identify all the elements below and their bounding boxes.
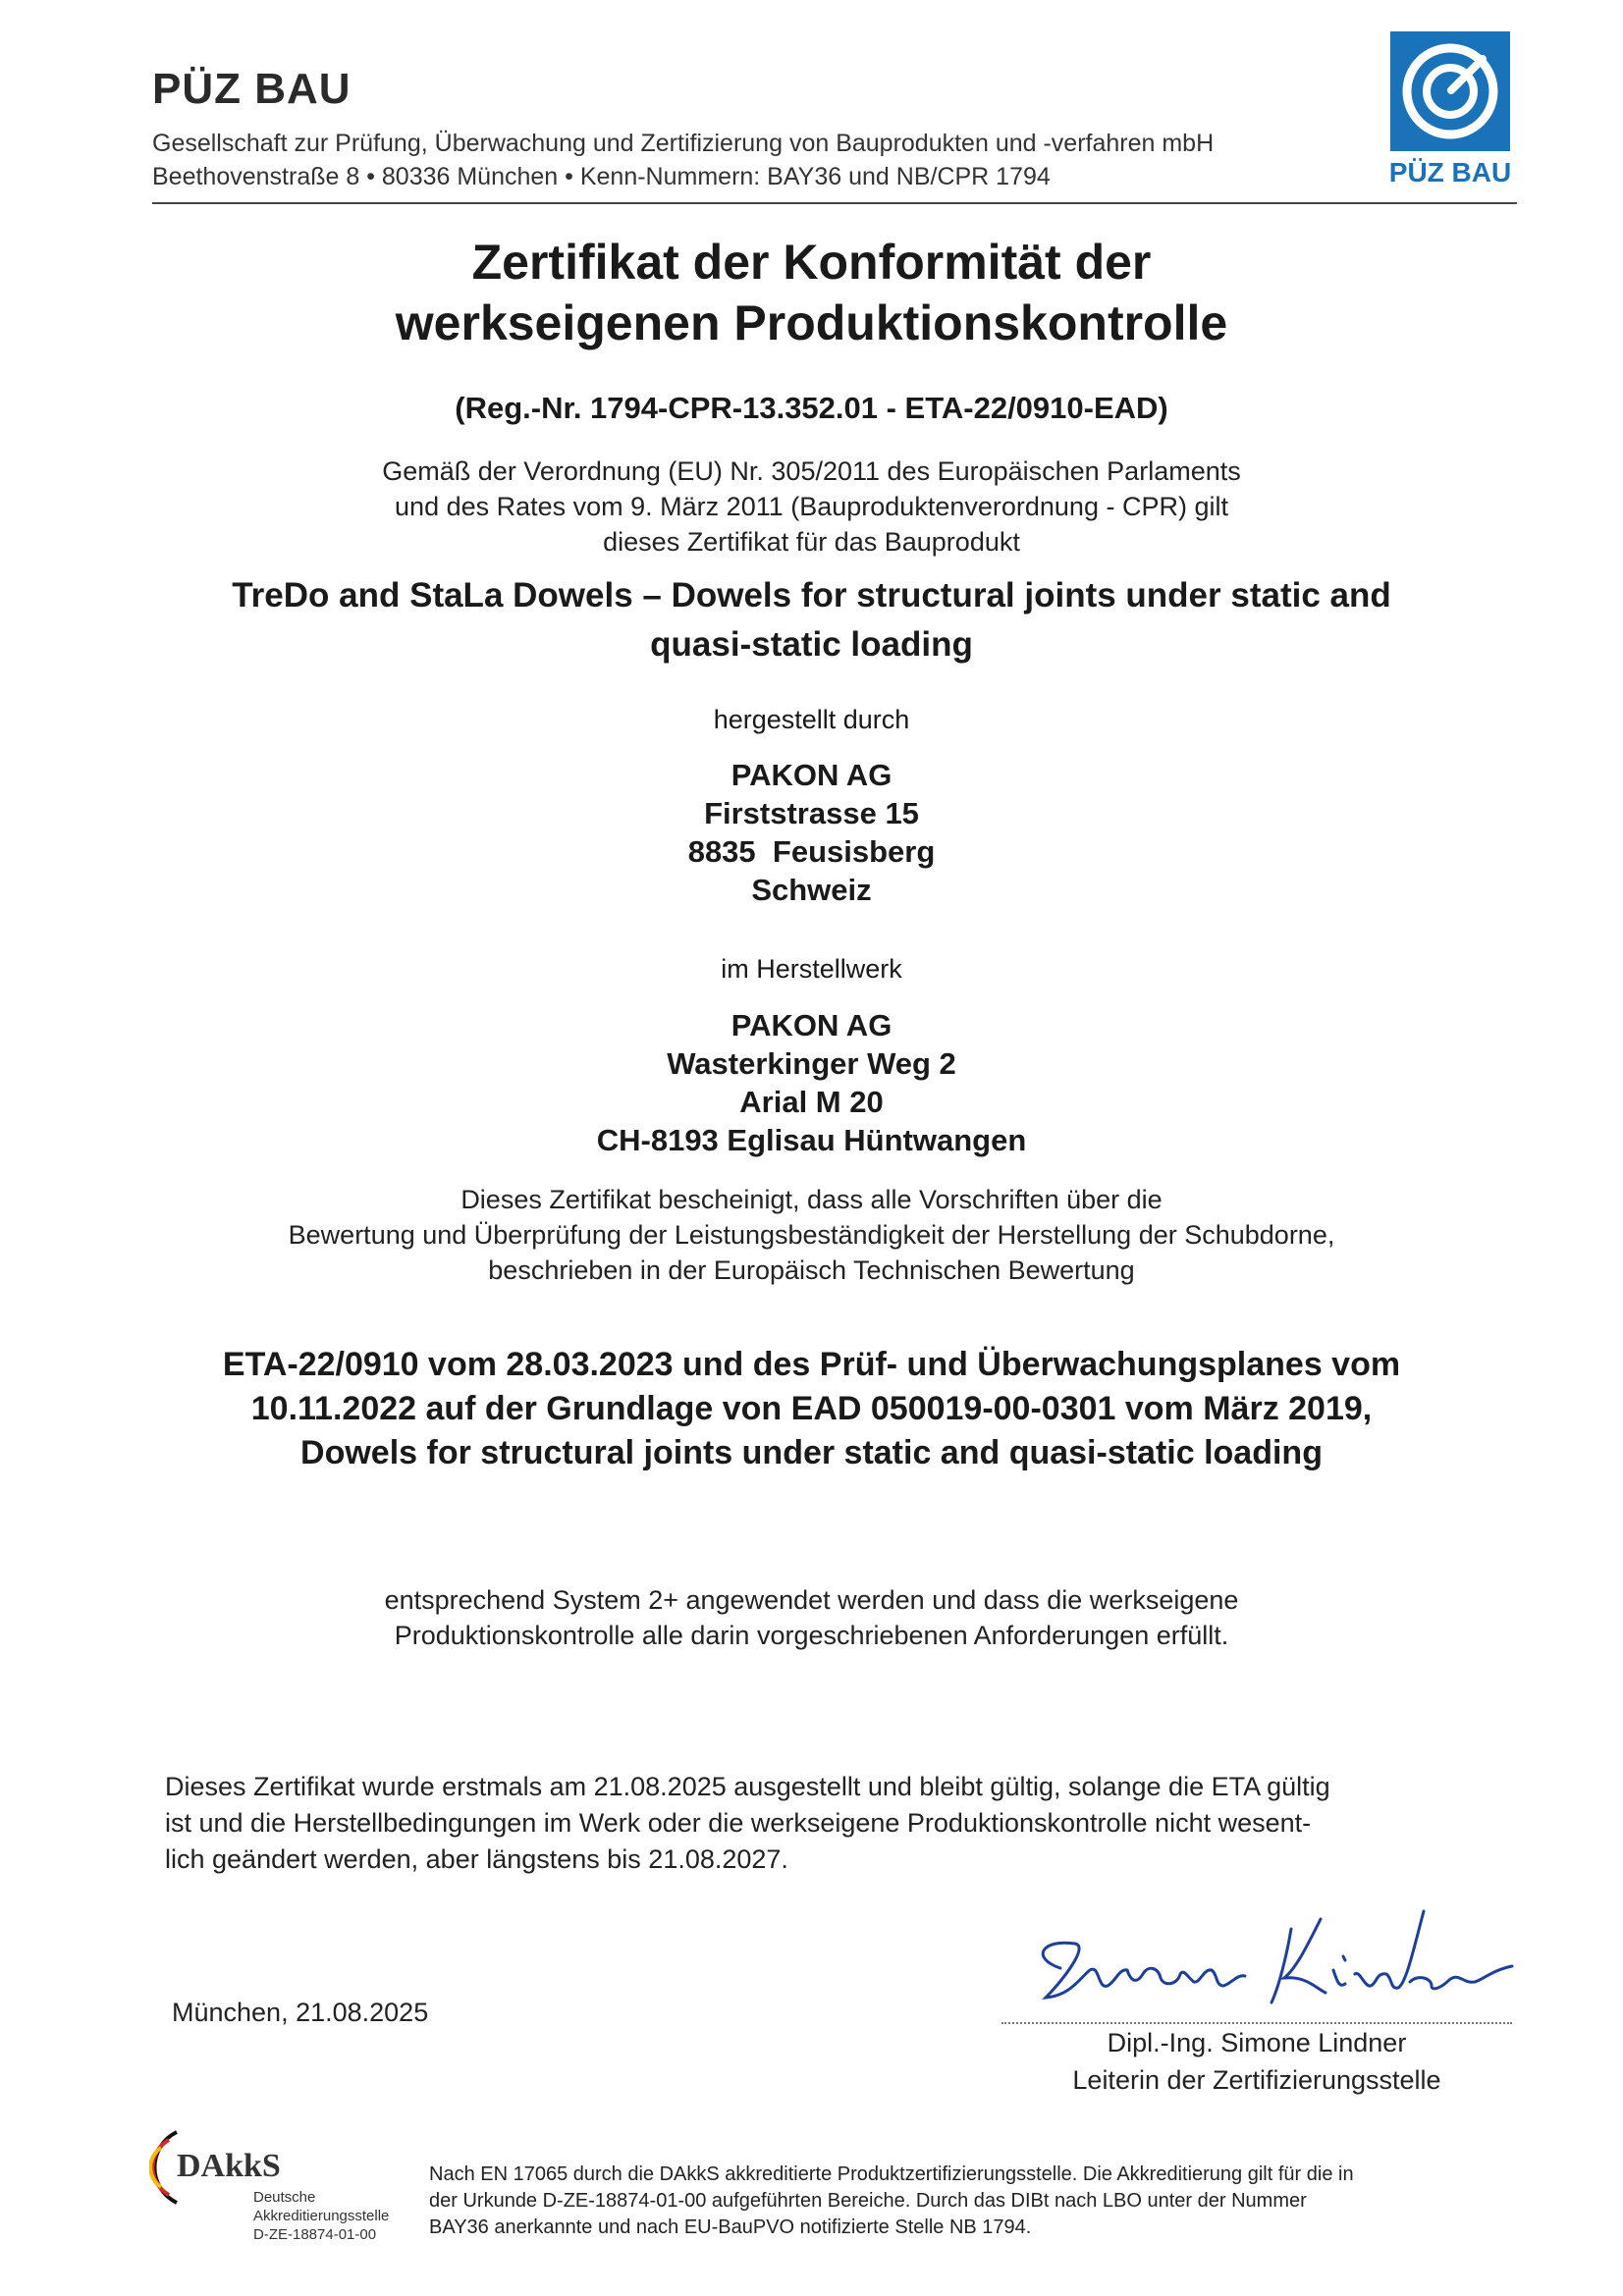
signature-line xyxy=(1001,2022,1512,2025)
address-line: Firststrasse 15 xyxy=(704,796,919,830)
attestation-line: Dieses Zertifikat bescheinigt, dass alle Vorschriften über die xyxy=(460,1185,1163,1214)
accreditation-line: der Urkunde D-ZE-18874-01-00 aufgeführten Bereiche. Durch das DIBt nach LBO unter der Nummer xyxy=(429,2190,1307,2212)
plant-address xyxy=(0,1006,1623,1159)
dakks-registration: D-ZE-18874-01-00 xyxy=(253,2226,377,2243)
basis-line: ETA-22/0910 vom 28.03.2023 und des Prüf- und Überwachungsplanes vom xyxy=(222,1346,1401,1383)
puez-bau-logo xyxy=(1386,29,1514,191)
product-line: quasi-static loading xyxy=(650,625,973,664)
certificate-title-line-1: Zertifikat der Konformität der xyxy=(471,235,1152,290)
accreditation-line: Nach EN 17065 durch die DAkkS akkreditierte Produktzertifizierungsstelle. Die Akkreditierung gilt für die in xyxy=(429,2163,1354,2185)
registration-number: (Reg.-Nr. 1794-CPR-13.352.01 - ETA-22/0910-EAD) xyxy=(455,391,1168,425)
signature-last-name xyxy=(1271,1911,1512,2002)
system-statement xyxy=(0,1582,1623,1653)
address-line: PAKON AG xyxy=(730,758,893,792)
basis-line: 10.11.2022 auf der Grundlage von EAD 050019-00-0301 vom März 2019, xyxy=(250,1390,1373,1427)
logo-caption: PÜZ BAU xyxy=(1388,157,1512,187)
address-line: Schweiz xyxy=(751,873,872,907)
dakks-name: DAkkS xyxy=(177,2148,281,2184)
product-name xyxy=(0,571,1623,669)
attestation-text xyxy=(0,1182,1623,1288)
signer-name: Dipl.-Ing. Simone Lindner xyxy=(1107,2028,1407,2057)
issuer-address: Beethovenstraße 8 • 80336 München • Kenn-Nummern: BAY36 und NB/CPR 1794 xyxy=(152,163,1051,190)
product-line: TreDo and StaLa Dowels – Dowels for structural joints under static and xyxy=(232,576,1391,614)
accreditation-note xyxy=(429,2162,1489,2241)
address-line: Arial M 20 xyxy=(739,1085,884,1119)
handwritten-signature xyxy=(1021,1899,1551,2022)
issuer-description: Gesellschaft zur Prüfung, Überwachung und Zertifizierung von Bauprodukten und -verfahren mbH xyxy=(152,130,1215,157)
attestation-line: Bewertung und Überprüfung der Leistungsbeständigkeit der Herstellung der Schubdorne, xyxy=(288,1220,1335,1250)
header-divider xyxy=(152,202,1517,204)
system-line: entsprechend System 2+ angewendet werden und dass die werkseigene xyxy=(384,1585,1239,1615)
signature-first-name xyxy=(1043,1943,1245,1998)
regulation-intro xyxy=(0,454,1623,560)
dakks-subtitle: Deutsche xyxy=(253,2189,316,2206)
intro-line: dieses Zertifikat für das Bauprodukt xyxy=(603,527,1020,557)
address-line: CH-8193 Eglisau Hüntwangen xyxy=(596,1123,1027,1157)
validity-line: ist und die Herstellbedingungen im Werk oder die werkseigene Produktionskontrolle nicht wesent- xyxy=(165,1808,1312,1838)
accreditation-line: BAY36 anerkannte und nach EU-BauPVO notifizierte Stelle NB 1794. xyxy=(429,2216,1032,2238)
signer-role: Leiterin der Zertifizierungsstelle xyxy=(1072,2065,1441,2095)
address-line: 8835 Feusisberg xyxy=(687,834,936,869)
validity-line: lich geändert werden, aber längstens bis 21.08.2027. xyxy=(165,1844,788,1874)
intro-line: Gemäß der Verordnung (EU) Nr. 305/2011 des Europäischen Parlaments xyxy=(382,456,1241,486)
intro-line: und des Rates vom 9. März 2011 (Bauproduktenverordnung - CPR) gilt xyxy=(395,492,1228,521)
attestation-line: beschrieben in der Europäisch Technischen Bewertung xyxy=(488,1255,1135,1285)
issuer-brand: PÜZ BAU xyxy=(152,65,352,113)
manufacturer-label: hergestellt durch xyxy=(713,705,910,734)
system-line: Produktionskontrolle alle darin vorgeschriebenen Anforderungen erfüllt. xyxy=(394,1621,1229,1650)
basis-line: Dowels for structural joints under static and quasi-static loading xyxy=(300,1434,1323,1471)
certificate-title-line-2: werkseigenen Produktionskontrolle xyxy=(395,295,1228,350)
address-line: PAKON AG xyxy=(730,1008,893,1042)
validity-line: Dieses Zertifikat wurde erstmals am 21.08.2025 ausgestellt und bleibt gültig, solange die ETA gültig xyxy=(165,1772,1330,1801)
address-line: Wasterkinger Weg 2 xyxy=(667,1046,956,1081)
validity-statement xyxy=(165,1769,1510,1878)
plant-label: im Herstellwerk xyxy=(721,954,902,984)
manufacturer-address xyxy=(0,756,1623,909)
dakks-subtitle: Akkreditierungsstelle xyxy=(253,2208,390,2224)
assessment-basis xyxy=(0,1343,1623,1475)
place-and-date: München, 21.08.2025 xyxy=(172,1998,429,2027)
